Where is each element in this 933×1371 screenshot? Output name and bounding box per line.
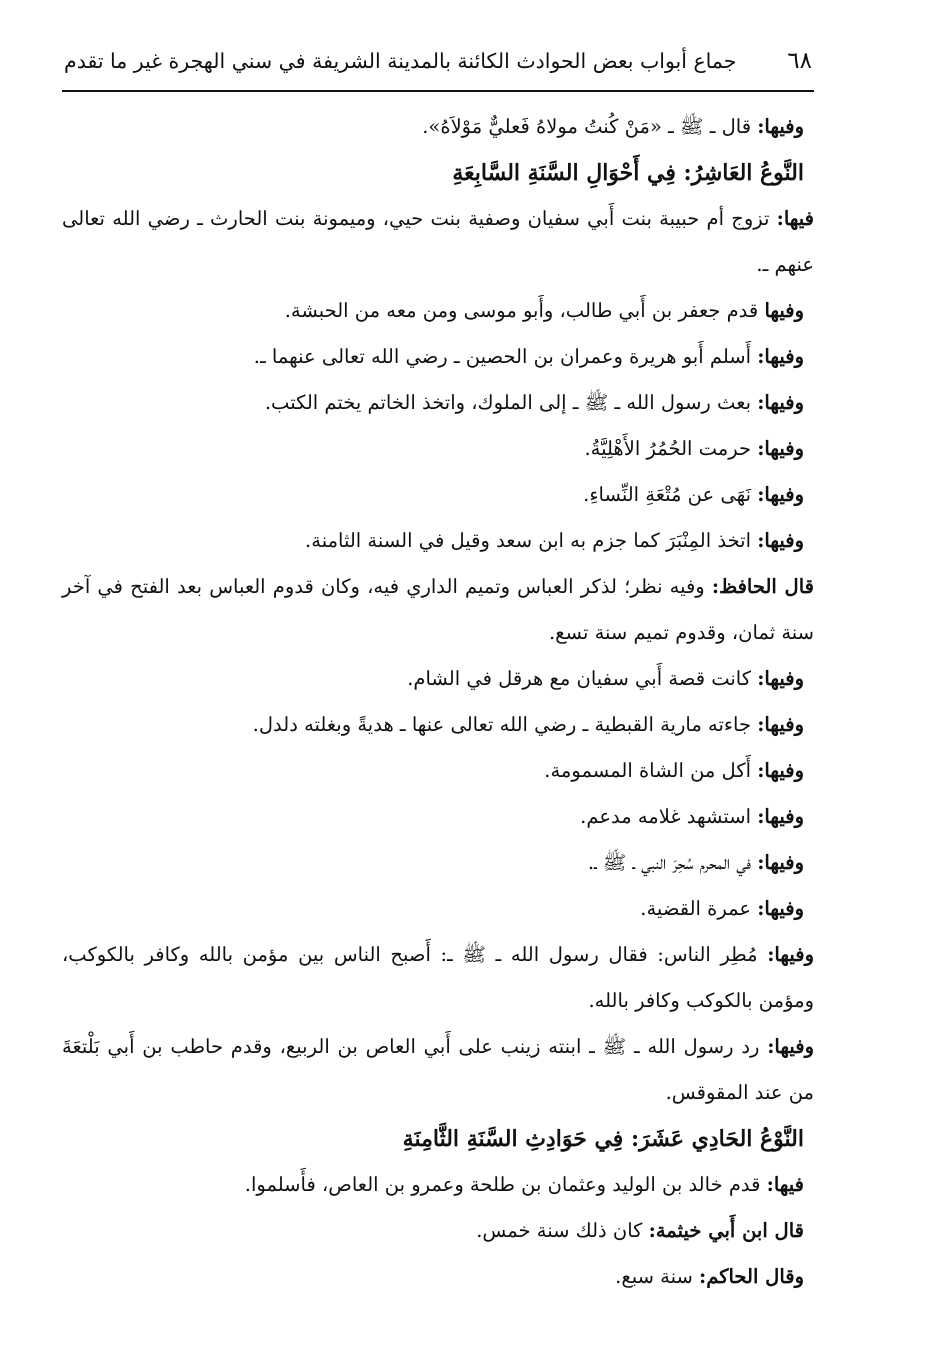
paragraph-lead: فيها: bbox=[776, 207, 814, 230]
paragraph-lead: وقال الحاكم: bbox=[699, 1265, 804, 1288]
paragraph bbox=[62, 518, 814, 564]
heading-text: النَّوْعُ الحَادِي عَشَرَ: فِي حَوَادِثِ السَّنَةِ الثَّامِنَةِ bbox=[402, 1126, 804, 1152]
heading-text: النَّوعُ العَاشِرُ: فِي أَحْوَالِ السَّنَةِ السَّابِعَةِ bbox=[452, 160, 804, 186]
paragraph bbox=[62, 748, 814, 794]
paragraph-lead: فيها: bbox=[766, 1173, 804, 1196]
paragraph-lead: وفيها: bbox=[757, 805, 804, 828]
paragraph bbox=[62, 794, 814, 840]
book-page bbox=[62, 48, 814, 1348]
paragraph-lead: وفيها: bbox=[757, 483, 804, 506]
paragraph bbox=[62, 1254, 814, 1300]
paragraph-text: كانت قصة أَبي سفيان مع هرقل في الشام. bbox=[407, 667, 758, 690]
paragraph-lead: وفيها: bbox=[757, 759, 804, 782]
paragraph bbox=[62, 656, 814, 702]
paragraph bbox=[62, 1024, 814, 1116]
paragraph-text: أَسلم أَبو هريرة وعمران بن الحصين ـ رضي الله تعالى عنهما ـ. bbox=[253, 345, 758, 368]
paragraph bbox=[62, 288, 814, 334]
paragraph-text: حرمت الحُمُرُ الأَهْلِيَّةُ. bbox=[584, 437, 758, 460]
section-heading bbox=[62, 1116, 814, 1162]
paragraph bbox=[62, 472, 814, 518]
paragraph-lead: قال ابن أَبي خيثمة: bbox=[648, 1219, 804, 1242]
paragraph bbox=[62, 380, 814, 426]
paragraph bbox=[62, 426, 814, 472]
running-title: جماع أبواب بعض الحوادث الكائنة بالمدينة الشريفة في سني الهجرة غير ما تقدم bbox=[64, 49, 737, 73]
paragraph-lead: وفيها: bbox=[757, 391, 804, 414]
paragraph-text: مُطِر الناس: فقال رسول الله ـ ﷺ ـ: أَصبح الناس بين مؤمن بالله وكافر بالكوكب، ومؤمن بالكوكب وكافر بالله. bbox=[62, 943, 814, 1012]
paragraph-lead: وفيها: bbox=[757, 851, 804, 874]
paragraph-text: سنة سبع. bbox=[615, 1265, 700, 1288]
paragraph-lead: وفيها: bbox=[767, 1035, 814, 1058]
paragraph bbox=[62, 1162, 814, 1208]
paragraph-lead: وفيها: bbox=[757, 345, 804, 368]
paragraph bbox=[62, 702, 814, 748]
paragraph-text: بعث رسول الله ـ ﷺ ـ إلى الملوك، واتخذ الخاتم يختم الكتب. bbox=[264, 391, 758, 414]
running-header bbox=[62, 48, 814, 92]
paragraph-text: نَهَى عن مُتْعَةِ النِّساءِ. bbox=[583, 483, 758, 506]
paragraph-text: تزوج أم حبيبة بنت أَبي سفيان وصفية بنت حيي، وميمونة بنت الحارث ـ رضي الله تعالى عنهم ـ. bbox=[62, 207, 814, 276]
paragraph bbox=[62, 932, 814, 1024]
paragraph-text: جاءته مارية القبطية ـ رضي الله تعالى عنها ـ هديةً وبغلته دلدل. bbox=[252, 713, 758, 736]
paragraph-text: كان ذلك سنة خمس. bbox=[476, 1219, 649, 1242]
paragraph bbox=[62, 104, 814, 150]
paragraph-text: رد رسول الله ـ ﷺ ـ ابنته زينب على أَبي العاص بن الربيع، وقدم حاطب بن أَبي بَلْتعَةَ من عند المقوقس. bbox=[62, 1035, 814, 1104]
paragraph-lead: وفيها: bbox=[767, 943, 814, 966]
paragraph-text: قال ـ ﷺ ـ «مَنْ كُنتُ مولاهُ فَعليٌّ مَوْلاَهُ». bbox=[422, 115, 758, 138]
body-text bbox=[62, 104, 814, 1300]
paragraph bbox=[62, 196, 814, 288]
paragraph-lead: قال الحافظ: bbox=[711, 575, 814, 598]
paragraph bbox=[62, 334, 814, 380]
paragraph bbox=[62, 840, 814, 886]
paragraph-text: اتخذ المِنْبَرَ كما جزم به ابن سعد وقيل في السنة الثامنة. bbox=[305, 529, 758, 552]
paragraph bbox=[62, 564, 814, 656]
paragraph-lead: وفيها: bbox=[757, 437, 804, 460]
paragraph-lead: وفيها: bbox=[757, 667, 804, 690]
paragraph-text: وفيه نظر؛ لذكر العباس وتميم الداري فيه، وكان قدوم العباس بعد الفتح في آخر سنة ثمان، وقدوم تميم سنة تسع. bbox=[62, 575, 814, 644]
paragraph-lead: وفيها: bbox=[757, 713, 804, 736]
paragraph-lead: وفيها: bbox=[757, 897, 804, 920]
paragraph bbox=[62, 886, 814, 932]
paragraph-text: قدم خالد بن الوليد وعثمان بن طلحة وعمرو بن العاص، فأَسلموا. bbox=[244, 1173, 767, 1196]
paragraph-text: استشهد غلامه مدعم. bbox=[580, 805, 758, 828]
paragraph-lead: وفيها: bbox=[757, 529, 804, 552]
paragraph-text: أَكل من الشاة المسمومة. bbox=[544, 759, 758, 782]
paragraph-text: في المحرم سُحِرَ النبي ـ ﷺ ـ. bbox=[587, 851, 758, 874]
paragraph bbox=[62, 1208, 814, 1254]
paragraph-lead: وفيها bbox=[764, 299, 804, 322]
paragraph-lead: وفيها: bbox=[757, 115, 804, 138]
paragraph-text: عمرة القضية. bbox=[640, 897, 758, 920]
page-number: ٦٨ bbox=[787, 48, 812, 74]
paragraph-text: قدم جعفر بن أَبي طالب، وأَبو موسى ومن معه من الحبشة. bbox=[284, 299, 765, 322]
section-heading bbox=[62, 150, 814, 196]
